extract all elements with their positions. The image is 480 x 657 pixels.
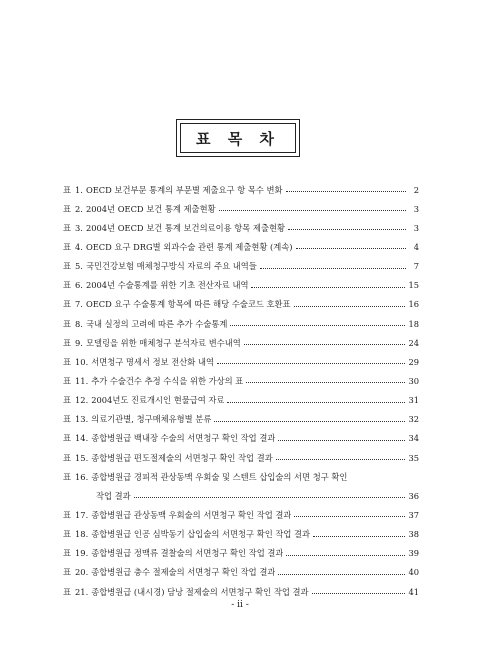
toc-entry-prefix: 표 [63,222,72,233]
toc-entry-number: 11. [75,375,89,386]
toc-entry-number: 19. [75,548,89,559]
toc-entry-page: 39 [408,548,419,559]
title-frame [176,119,300,157]
toc-entry-number: 12. [75,395,89,406]
toc-entry-page: 3 [413,222,419,233]
toc-entry-page: 4 [413,241,419,252]
toc-entry-title: OECD 보건부문 통계의 부문별 제출요구 항 목수 변화 [85,184,283,195]
toc-entry[interactable] [63,199,419,218]
toc-entry[interactable] [63,391,419,410]
dot-leader [246,382,405,383]
toc-entry-title: 종합병원급 인공 심박동기 삽입술의 서면청구 확인 작업 결과 [91,529,311,540]
toc-entry[interactable] [63,237,419,256]
toc-entry-prefix: 표 [63,184,72,195]
toc-entry-prefix: 표 [63,375,72,386]
toc-entry-title: OECD 요구 수술통계 항목에 따른 해당 수술코드 호환표 [85,299,291,310]
toc-entry-number: 6. [75,280,83,291]
toc-entry[interactable] [63,448,419,467]
toc-entry-prefix: 표 [63,318,72,329]
toc-entry-title: 종합병원급 (내시경) 담낭 절제술의 서면청구 확인 작업 결과 [91,586,309,597]
toc-entry-page: 40 [408,567,419,578]
toc-entry-title: 국민건강보험 매체청구방식 자료의 주요 내역들 [85,261,257,272]
toc-entry[interactable] [63,467,419,486]
toc-entry-page: 15 [408,280,419,291]
toc-entry[interactable] [63,314,419,333]
toc-entry-page: 32 [408,414,419,425]
toc-entry[interactable] [63,295,419,314]
toc-entry-prefix: 표 [63,261,72,272]
toc-entry-prefix: 표 [63,280,72,291]
toc-entry-title: 모델링을 위한 매체청구 분석자료 변수내역 [85,337,241,348]
dot-leader [219,210,406,211]
toc-entry-title: 2004년도 진료개시인 현물급여 자료 [91,395,225,406]
dot-leader [214,421,405,422]
toc-entry-page: 37 [408,509,419,520]
toc-entry-page: 7 [413,261,419,272]
toc-entry-page: 3 [413,203,419,214]
toc-entry-title: 종합병원급 백내장 수술의 서면청구 확인 작업 결과 [91,433,276,444]
toc-entry[interactable] [63,429,419,448]
toc-entry-number: 18. [75,529,89,540]
toc-entry-prefix: 표 [63,471,72,482]
toc-entry-page: 16 [408,299,419,310]
toc-entry[interactable] [63,371,419,390]
toc-entry[interactable] [63,352,419,371]
dot-leader [286,555,405,556]
toc-entry-title: 국내 실정의 고려에 따른 추가 수술통계 [85,318,228,329]
dot-leader [288,229,406,230]
toc-entry-prefix: 표 [63,567,72,578]
dot-leader [217,363,405,364]
toc-entry-prefix: 표 [63,337,72,348]
toc-entry-page: 38 [408,529,419,540]
toc-entry-prefix: 표 [63,433,72,444]
toc-entry[interactable] [63,505,419,524]
page-number: - ii - [231,600,249,610]
toc-entry-page: 36 [408,490,419,501]
toc-entry-number: 9. [75,337,83,348]
toc-entry-number: 16. [75,471,89,482]
toc-entry-number: 13. [75,414,89,425]
toc-entry-prefix: 표 [63,548,72,559]
toc-entry-prefix: 표 [63,586,72,597]
toc-entry[interactable] [63,333,419,352]
toc-entry[interactable] [63,544,419,563]
toc-entry-prefix: 표 [63,356,72,367]
toc-entry-prefix: 표 [63,529,72,540]
toc-entry-title: 2004년 OECD 보건 통계 보건의료이용 항목 제출현황 [85,222,285,233]
toc-entry[interactable] [63,180,419,199]
dot-leader [294,306,406,307]
toc-entry-title: 종합병원급 관상동맥 우회술의 서면청구 확인 작업 결과 [91,509,292,520]
toc-entry-page: 34 [408,433,419,444]
toc-entry-number: 14. [75,433,89,444]
toc-entry-title: 종합병원급 편도절제술의 서면청구 확인 작업 결과 [91,452,273,463]
toc-entry-number: 1. [75,184,83,195]
dot-leader [278,574,405,575]
toc-entry-title: 종합병원급 충수 절제술의 서면청구 확인 작업 결과 [91,567,276,578]
toc-entry-title: OECD 요구 DRG별 외과수술 관련 통계 제출현황 (계속) [85,241,293,252]
dot-leader [312,593,406,594]
toc-entry-number: 5. [75,261,83,272]
toc-entry-title: 2004년 수술통계를 위한 기초 전산자료 내역 [85,280,249,291]
toc-entry-number: 7. [75,299,83,310]
toc-entry-number: 2. [75,203,83,214]
toc-entry[interactable] [63,410,419,429]
dot-leader [244,344,406,345]
toc-entry[interactable] [63,276,419,295]
toc-entry-prefix: 표 [63,299,72,310]
toc-entry-title: 2004년 OECD 보건 통계 제출현황 [85,203,216,214]
toc-entry[interactable] [63,218,419,237]
toc-entry-page: 29 [408,356,419,367]
dot-leader [286,191,406,192]
toc-entry-prefix: 표 [63,509,72,520]
toc-entry-page: 30 [408,375,419,386]
toc-entry[interactable] [63,525,419,544]
toc-entry-number: 10. [75,356,89,367]
toc-entry-page: 2 [413,184,419,195]
toc-entry-prefix: 표 [63,452,72,463]
toc-entry-title: 작업 결과 [96,490,131,501]
toc-entry-page: 24 [408,337,419,348]
dot-leader [260,268,406,269]
dot-leader [294,516,405,517]
toc-entry-page: 31 [408,395,419,406]
toc-entry-number: 17. [75,509,89,520]
toc-entry-title: 서면청구 명세서 정보 전산화 내역 [91,356,214,367]
toc-entry-prefix: 표 [63,203,72,214]
toc-entry[interactable] [63,563,419,582]
toc-entry-page: 18 [408,318,419,329]
dot-leader [313,536,405,537]
toc-entry-number: 3. [75,222,83,233]
toc-entry-number: 20. [75,567,89,578]
dot-leader [230,325,405,326]
toc-entry-number: 21. [75,586,89,597]
toc-entry-prefix: 표 [63,395,72,406]
dot-leader [251,287,405,288]
toc-entry-number: 4. [75,241,83,252]
dot-leader [278,440,405,441]
dot-leader [134,497,406,498]
toc-entry-title: 종합병원급 정맥류 결찰술의 서면청구 확인 작업 결과 [91,548,284,559]
toc-entry[interactable] [63,486,419,505]
toc-entry-page: 35 [408,452,419,463]
dot-leader [296,248,406,249]
toc-entry-prefix: 표 [63,241,72,252]
toc-entry-number: 8. [75,318,83,329]
toc-entry-number: 15. [75,452,89,463]
page-title: 표 목 차 [180,123,296,153]
toc-entry-prefix: 표 [63,414,72,425]
toc-entry[interactable] [63,582,419,601]
dot-leader [276,459,406,460]
toc-entry-title: 추가 수술건수 추정 수식을 위한 가상의 표 [91,375,244,386]
toc-entry-title: 종합병원급 경피적 관상동맥 우회술 및 스텐트 삽입술의 서면 청구 확인 [91,471,348,482]
toc-entry[interactable] [63,257,419,276]
toc-entry-title: 의료기관별, 청구매체유형별 분류 [91,414,212,425]
dot-leader [227,402,405,403]
toc-entry-page: 41 [408,586,419,597]
table-of-tables [63,180,419,601]
